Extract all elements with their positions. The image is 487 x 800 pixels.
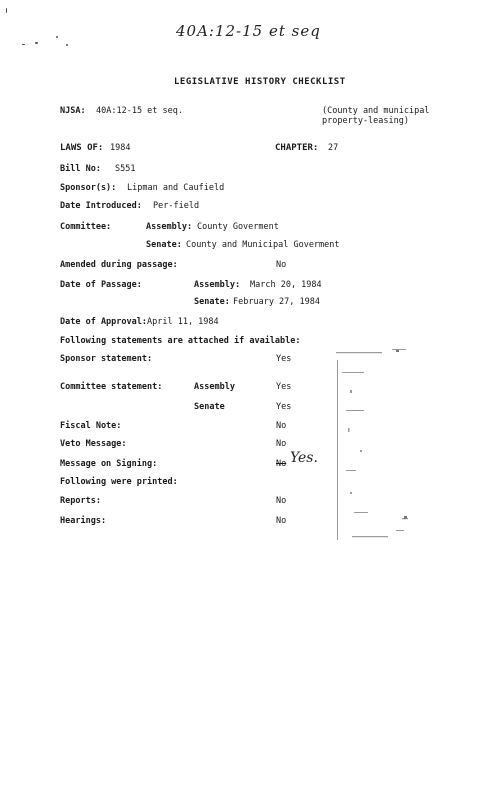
hearings-label: Hearings: xyxy=(60,516,107,526)
sponsor-statement-value: Yes xyxy=(276,354,292,364)
scan-mark xyxy=(22,44,25,45)
date-of-passage-label: Date of Passage: xyxy=(60,280,142,290)
following-statements-heading: Following statements are attached if available: xyxy=(60,336,301,346)
chapter-label: CHAPTER: xyxy=(275,143,319,153)
date-introduced-label: Date Introduced: xyxy=(60,201,142,211)
message-on-signing-handwritten-value: Yes. xyxy=(290,450,318,466)
committee-statement-assembly-value: Yes xyxy=(276,382,292,392)
following-printed-heading: Following were printed: xyxy=(60,477,178,487)
committee-assembly-label: Assembly: xyxy=(146,222,193,232)
njsa-note: (County and municipal xyxy=(322,106,430,116)
reports-value: No xyxy=(276,496,287,506)
passage-assembly-value: March 20, 1984 xyxy=(250,280,322,290)
sponsors-label: Sponsor(s): xyxy=(60,183,117,193)
passage-senate-value: February 27, 1984 xyxy=(233,297,320,307)
committee-label: Committee: xyxy=(60,222,112,232)
committee-statement-assembly-label: Assembly xyxy=(194,382,235,392)
amended-label: Amended during passage: xyxy=(60,260,178,270)
committee-assembly-value: County Goverment xyxy=(197,222,279,232)
sponsors-value: Lipman and Caufield xyxy=(127,183,225,193)
njsa-label: NJSA: xyxy=(60,106,86,116)
chapter-value: 27 xyxy=(328,143,339,153)
hearings-value: No xyxy=(276,516,287,526)
committee-senate-value: County and Municipal Goverment xyxy=(186,240,340,250)
passage-senate-label: Senate: xyxy=(194,297,230,307)
laws-of-value: 1984 xyxy=(110,143,131,153)
page-title: LEGISLATIVE HISTORY CHECKLIST xyxy=(174,77,346,87)
njsa-note: property-leasing) xyxy=(322,116,409,126)
sponsor-statement-label: Sponsor statement: xyxy=(60,354,153,364)
scan-mark xyxy=(6,8,7,13)
committee-statement-senate-label: Senate xyxy=(194,402,225,412)
committee-senate-label: Senate: xyxy=(146,240,182,250)
laws-of-label: LAWS OF: xyxy=(60,143,104,153)
fiscal-note-label: Fiscal Note: xyxy=(60,421,122,431)
veto-message-value: No xyxy=(276,439,287,449)
bill-no-label: Bill No: xyxy=(60,164,101,174)
date-introduced-value: Per-field xyxy=(153,201,200,211)
date-of-approval-label: Date of Approval: xyxy=(60,317,147,327)
handwritten-header: 40A:12-15 et seq xyxy=(176,22,321,40)
passage-assembly-label: Assembly: xyxy=(194,280,241,290)
fiscal-note-value: No xyxy=(276,421,287,431)
committee-statement-label: Committee statement: xyxy=(60,382,163,392)
date-of-approval-value: April 11, 1984 xyxy=(147,317,219,327)
bill-no-value: S551 xyxy=(115,164,136,174)
scan-mark xyxy=(35,42,38,44)
committee-statement-senate-value: Yes xyxy=(276,402,292,412)
message-on-signing-struck-value: No xyxy=(276,459,287,469)
veto-message-label: Veto Message: xyxy=(60,439,127,449)
reports-label: Reports: xyxy=(60,496,101,506)
scan-mark xyxy=(56,36,58,38)
scan-mark xyxy=(66,44,68,46)
message-on-signing-label: Message on Signing: xyxy=(60,459,158,469)
njsa-value: 40A:12-15 et seq. xyxy=(96,106,183,116)
amended-value: No xyxy=(276,260,287,270)
